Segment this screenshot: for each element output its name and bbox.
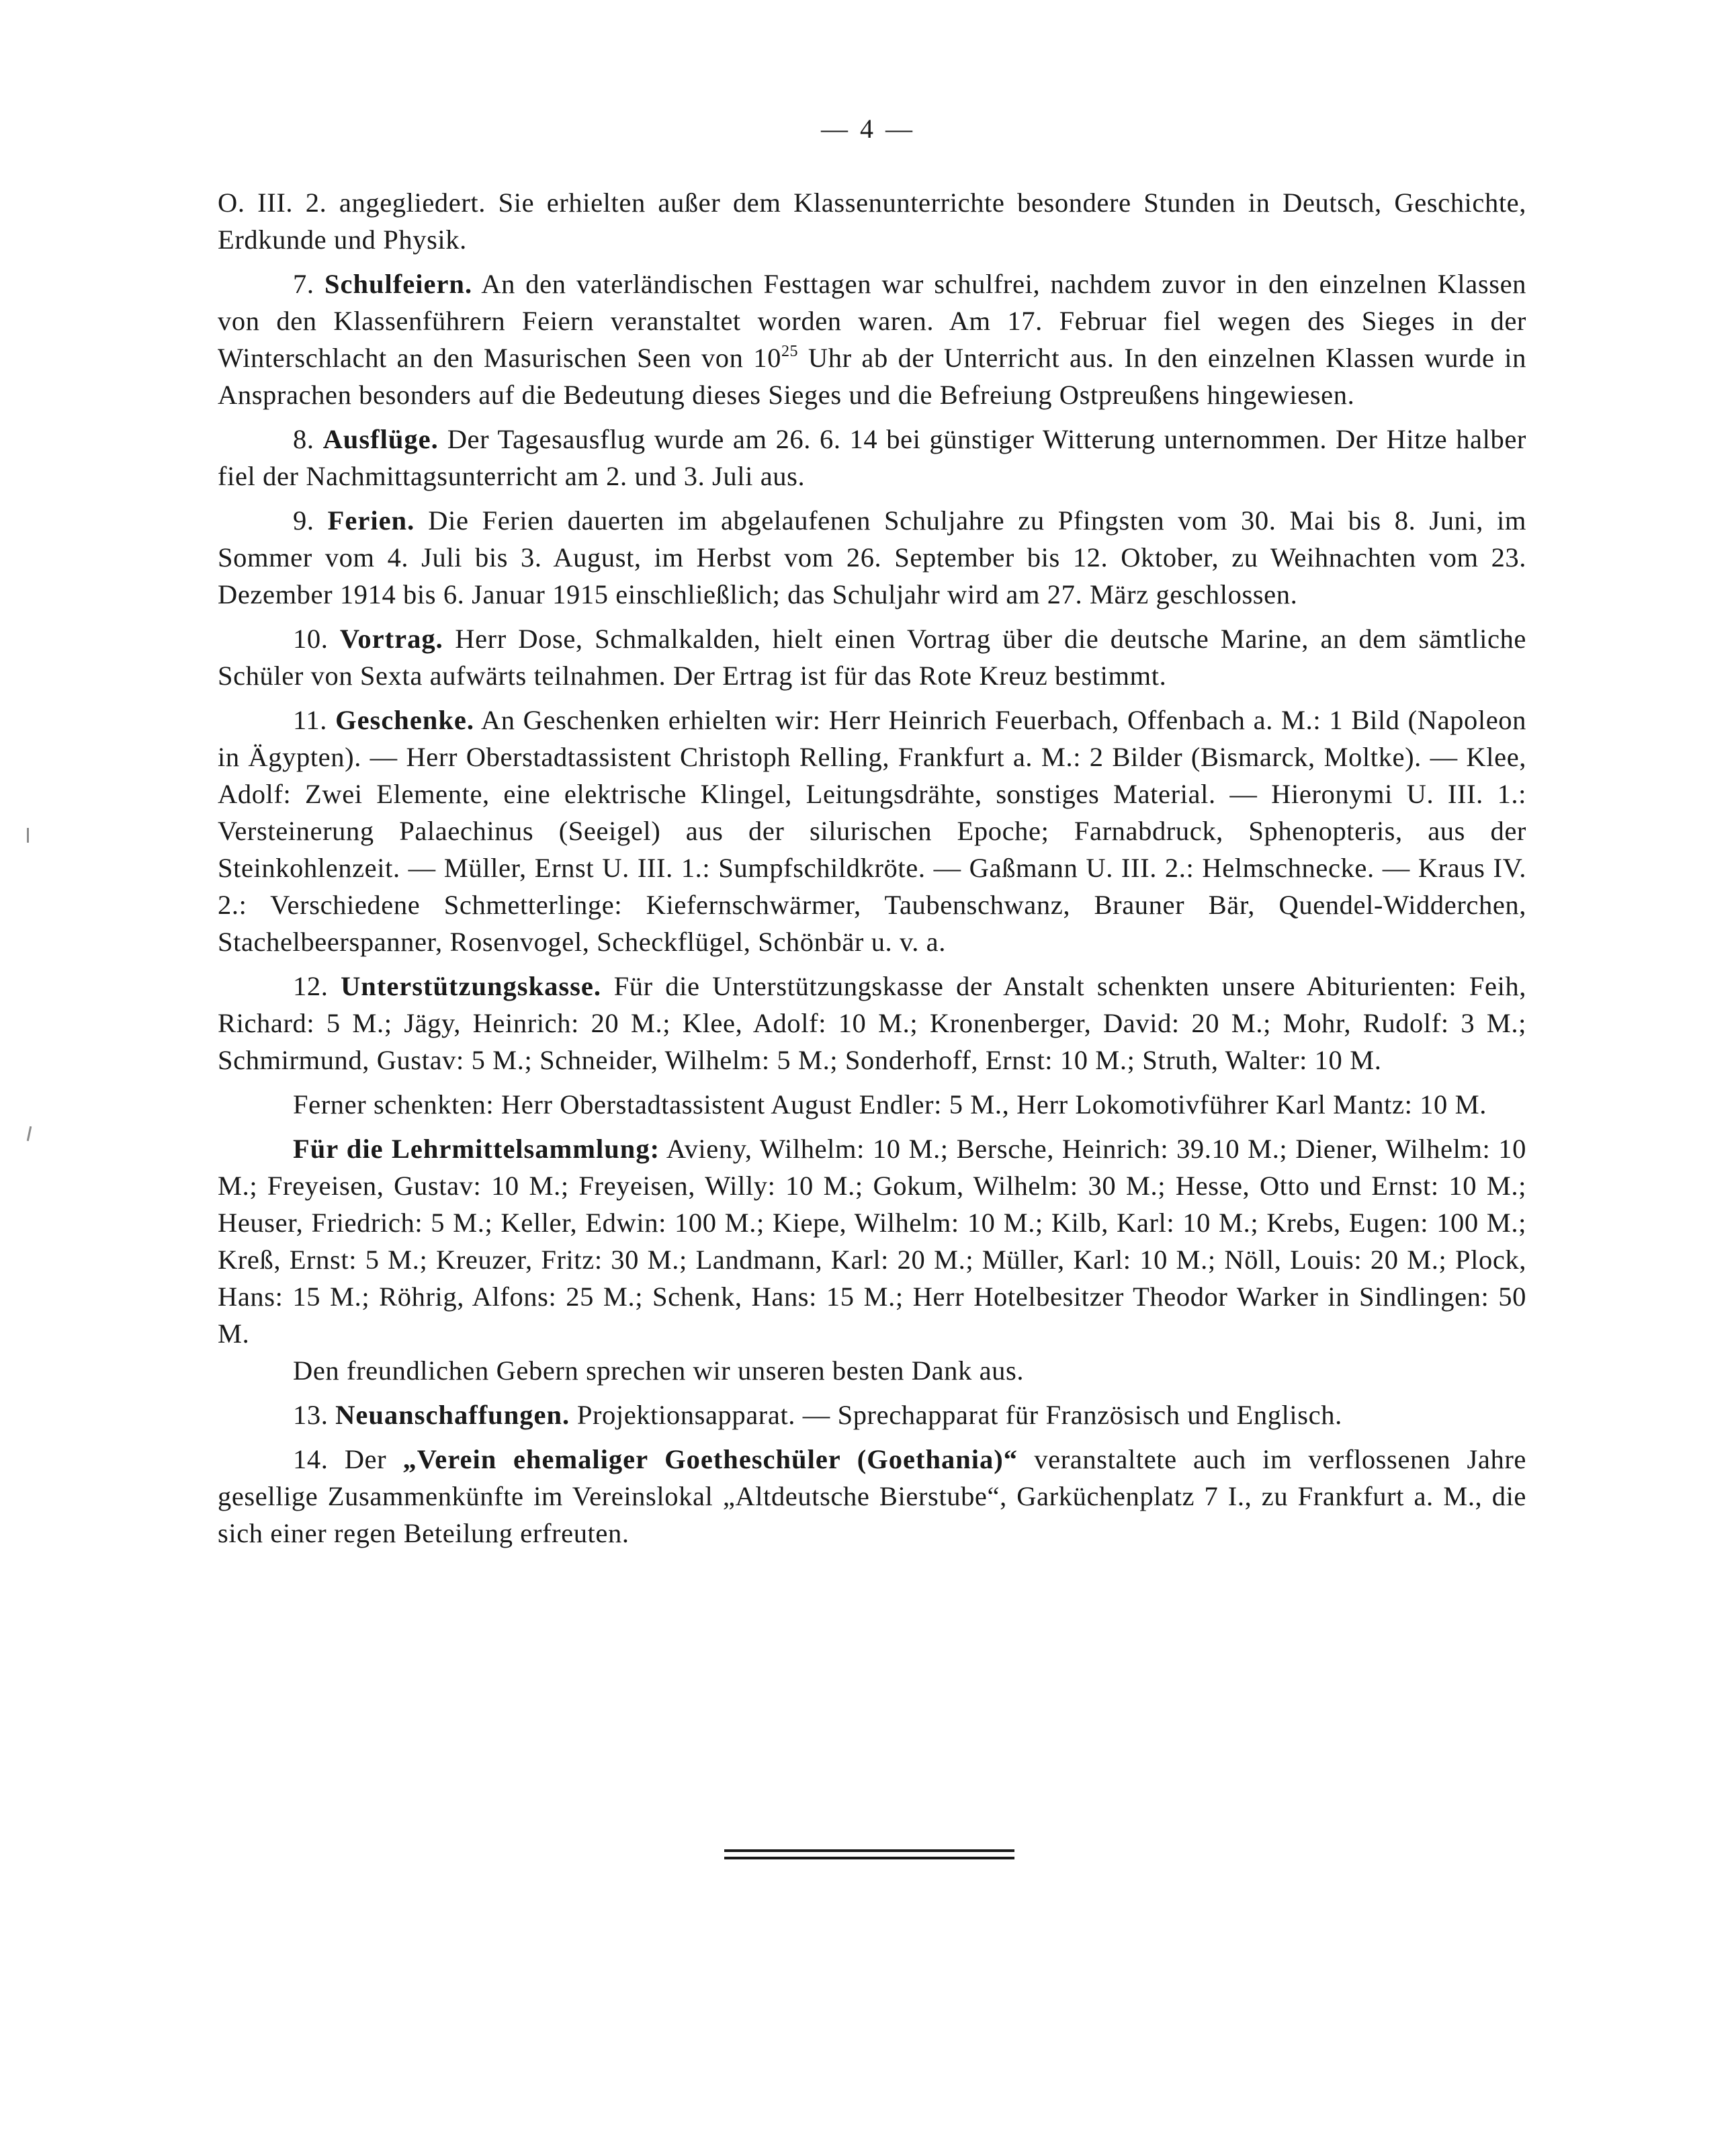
section-heading: Ferien. bbox=[327, 505, 415, 536]
section-heading: Vortrag. bbox=[339, 624, 443, 654]
section-text: 14. Der bbox=[293, 1444, 403, 1474]
section-text-continued: Uhr ab der Unterricht aus. In den einzelnen Klassen wurde in Ansprachen besonders auf die Bedeutung dieses Sieges und die Befreiung Ostpreußens hingewiesen. bbox=[218, 343, 1526, 410]
section-neuanschaffungen bbox=[218, 1396, 1526, 1433]
section-number: 13. bbox=[293, 1400, 329, 1430]
section-ferien bbox=[218, 502, 1526, 613]
section-number: 12. bbox=[293, 971, 329, 1001]
section-heading: Neuanschaffungen. bbox=[335, 1400, 570, 1430]
section-text: Die Ferien dauerten im abgelaufenen Schuljahre zu Pfingsten vom 30. Mai bis 8. Juni, im Sommer vom 4. Juli bis 3. August, im Herbst vom 26. September bis 12. Oktober, zu Weihnachten vom 23. Dezember 1914 bis 6. Januar 1915 einschließlich; das Schuljahr wird am 27. März geschlossen. bbox=[218, 505, 1526, 609]
section-heading: Geschenke. bbox=[335, 705, 474, 735]
section-heading: Ausflüge. bbox=[322, 424, 439, 454]
section-goethania bbox=[218, 1441, 1526, 1552]
section-geschenke bbox=[218, 702, 1526, 960]
section-number: 8. bbox=[293, 424, 314, 454]
section-number: 11. bbox=[293, 705, 327, 735]
section-ausfluege bbox=[218, 421, 1526, 495]
lehrmittel-heading: Für die Lehrmittelsammlung: bbox=[293, 1134, 660, 1164]
ferner-paragraph: Ferner schenkten: Herr Oberstadtassistent August Endler: 5 M., Herr Lokomotivführer Karl Mantz: 10 M. bbox=[293, 1089, 1487, 1120]
dank-paragraph: Den freundlichen Gebern sprechen wir unseren besten Dank aus. bbox=[293, 1355, 1025, 1386]
body-text bbox=[218, 184, 1526, 1559]
section-text: Projektionsapparat. — Sprechapparat für Französisch und Englisch. bbox=[570, 1400, 1342, 1430]
scan-mark bbox=[27, 828, 29, 843]
lehrmittelsammlung-paragraph bbox=[218, 1130, 1526, 1352]
section-heading: „Verein ehemaliger Goetheschüler (Goethania)“ bbox=[402, 1444, 1018, 1474]
section-unterstuetzungskasse bbox=[218, 968, 1526, 1079]
rule-line bbox=[724, 1849, 1014, 1852]
time-superscript: 25 bbox=[781, 343, 799, 360]
section-text-continued: veranstaltete auch im verflossenen Jahre gesellige Zusammenkünfte im Vereinslokal „Altdeutsche Bierstube“, Garküchenplatz 7 I., zu Frankfurt a. M., die sich einer regen Beteilung erfreuten. bbox=[218, 1444, 1526, 1548]
closing-double-rule bbox=[724, 1849, 1014, 1864]
section-number: 7. bbox=[293, 269, 314, 299]
section-number: 10. bbox=[293, 624, 329, 654]
section-schulfeiern bbox=[218, 265, 1526, 413]
section-heading: Unterstützungskasse. bbox=[341, 971, 601, 1001]
rule-line bbox=[724, 1857, 1014, 1859]
lehrmittel-text: Avieny, Wilhelm: 10 M.; Bersche, Heinrich: 39.10 M.; Diener, Wilhelm: 10 M.; Freyeisen, Gustav: 10 M.; Freyeisen, Willy: 10 M.; Gokum, Wilhelm: 30 M.; Hesse, Otto und Ernst: 10 M.; Heuser, Friedrich: 5 M.; Keller, Edwin: 100 M.; Kiepe, Wilhelm: 10 M.; Kilb, Karl: 10 M.; Krebs, Eugen: 100 M.; Kreß, Ernst: 5 M.; Kreuzer, Fritz: 30 M.; Landmann, Karl: 20 M.; Müller, Karl: 10 M.; Nöll, Louis: 20 M.; Plock, Hans: 15 M.; Röhrig, Alfons: 25 M.; Schenk, Hans: 15 M.; Herr Hotelbesitzer Theodor Warker in Sindlingen: 50 M. bbox=[218, 1134, 1526, 1349]
section-vortrag bbox=[218, 620, 1526, 694]
intro-paragraph: O. III. 2. angegliedert. Sie erhielten außer dem Klassenunterrichte besondere Stunden in Deutsch, Geschichte, Erdkunde und Physik. bbox=[218, 187, 1526, 255]
section-text: An den vaterländischen Festtagen war schulfrei, nachdem zuvor in den einzelnen Klassen von den Klassenführern Feiern veranstaltet worden waren. Am 17. Februar fiel wegen des Sieges in der Winterschlacht an den Masurischen Seen von 10 bbox=[218, 269, 1526, 373]
section-heading: Schulfeiern. bbox=[324, 269, 473, 299]
section-text: Für die Unterstützungskasse der Anstalt schenkten unsere Abiturienten: Feih, Richard: 5 M.; Jägy, Heinrich: 20 M.; Klee, Adolf: 10 M.; Kronenberger, David: 20 M.; Mohr, Rudolf: 3 M.; Schmirmund, Gustav: 5 M.; Schneider, Wilhelm: 5 M.; Sonderhoff, Ernst: 10 M.; Struth, Walter: 10 M. bbox=[218, 971, 1526, 1075]
section-number: 9. bbox=[293, 505, 314, 536]
section-text: An Geschenken erhielten wir: Herr Heinrich Feuerbach, Offenbach a. M.: 1 Bild (Napoleon in Ägypten). — Herr Oberstadtassistent Christoph Relling, Frankfurt a. M.: 2 Bilder (Bismarck, Moltke). — Klee, Adolf: Zwei Elemente, eine elektrische Klingel, Leitungsdrähte, sonstiges Material. — Hieronymi U. III. 1.: Versteinerung Palaechinus (Seeigel) aus der silurischen Epoche; Farnabdruck, Sphenopteris, aus der Steinkohlenzeit. — Müller, Ernst U. III. 1.: Sumpfschildkröte. — Gaßmann U. III. 2.: Helmschnecke. — Kraus IV. 2.: Verschiedene Schmetterlinge: Kiefernschwärmer, Taubenschwanz, Brauner Bär, Quendel-Widderchen, Stachelbeerspanner, Rosenvogel, Scheckflügel, Schönbär u. v. a. bbox=[218, 705, 1526, 957]
section-text: Der Tagesausflug wurde am 26. 6. 14 bei günstiger Witterung unternommen. Der Hitze halber fiel der Nachmittagsunterricht am 2. und 3. Juli aus. bbox=[218, 424, 1526, 491]
page-number: — 4 — bbox=[821, 114, 915, 144]
section-text: Herr Dose, Schmalkalden, hielt einen Vortrag über die deutsche Marine, an dem sämtliche Schüler von Sexta aufwärts teilnahmen. Der Ertrag ist für das Rote Kreuz bestimmt. bbox=[218, 624, 1526, 691]
scan-mark bbox=[27, 1126, 32, 1141]
